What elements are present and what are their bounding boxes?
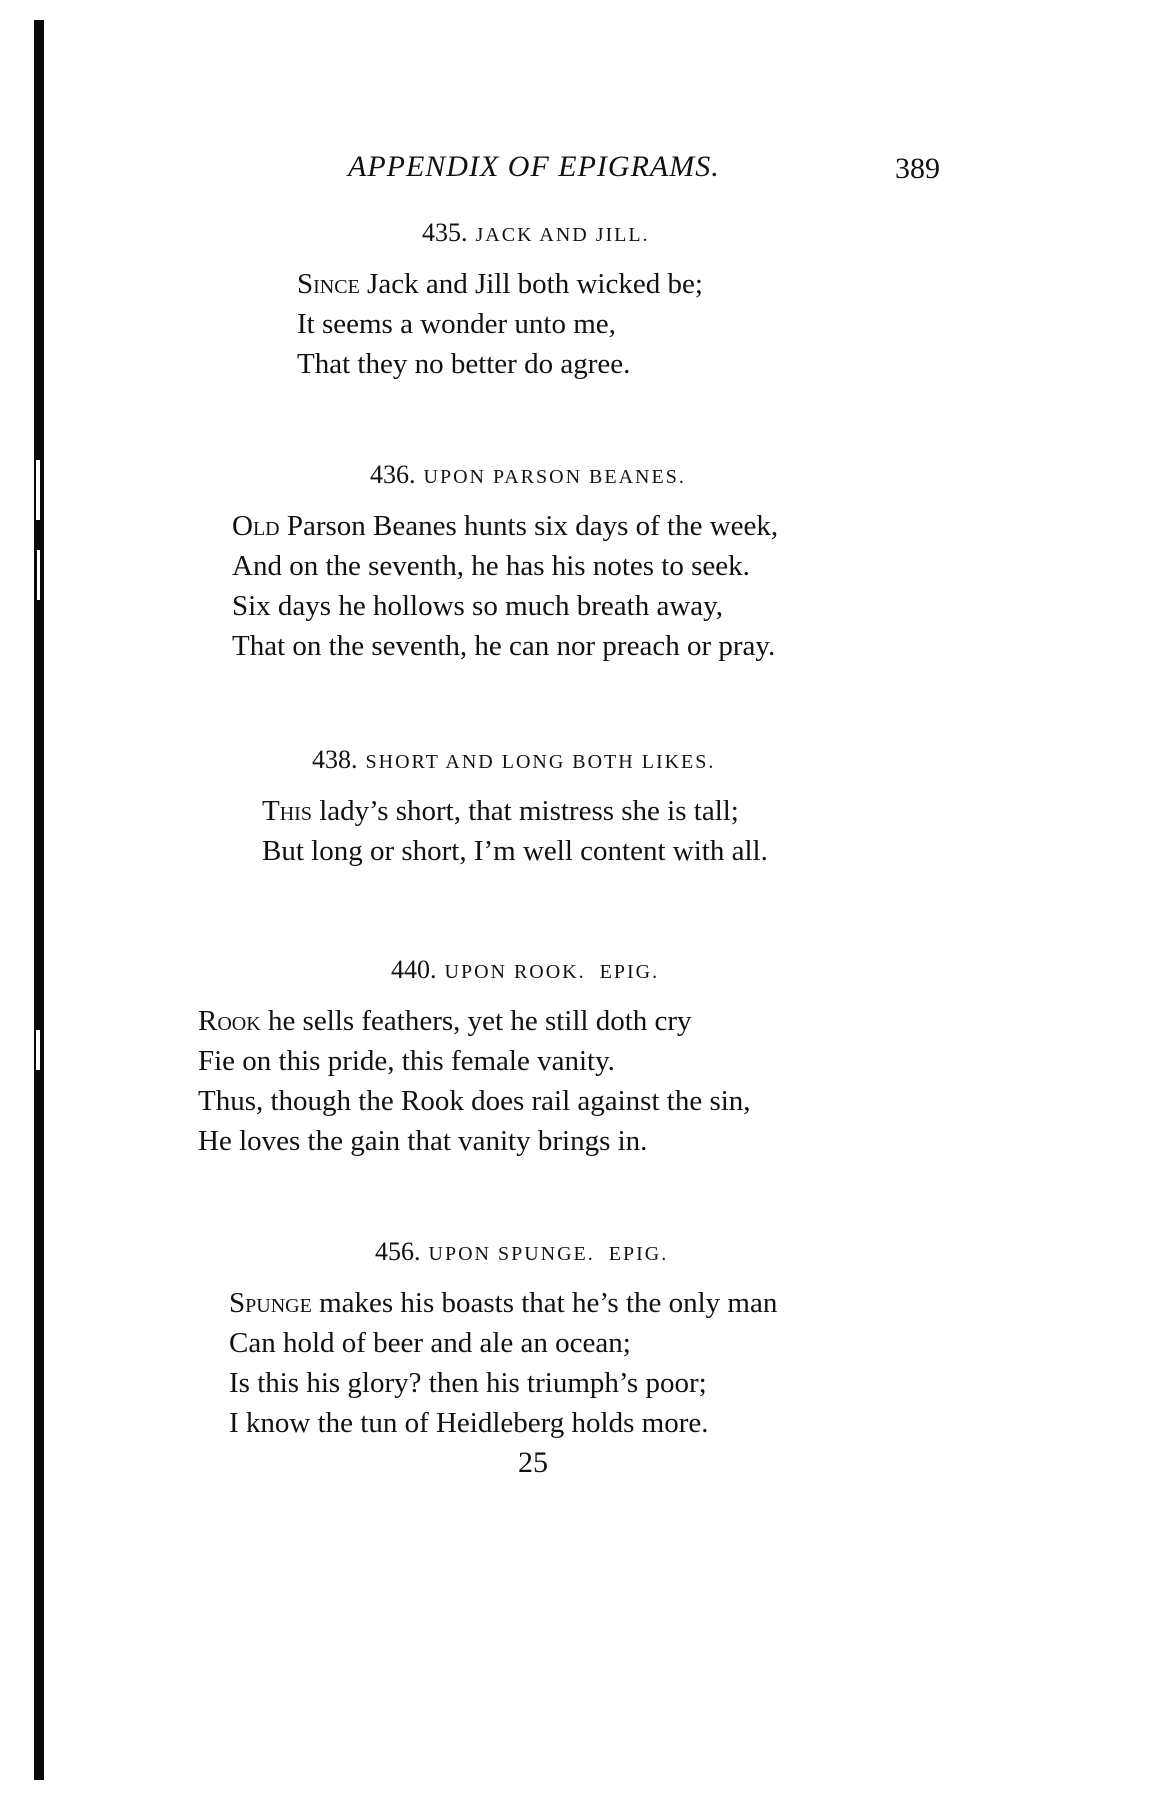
verse-line: Old Parson Beanes hunts six days of the week, bbox=[232, 510, 779, 542]
verse-line: Fie on this pride, this female vanity. bbox=[198, 1045, 615, 1077]
verse-line: It seems a wonder unto me, bbox=[297, 308, 616, 340]
running-title: APPENDIX OF EPIGRAMS. bbox=[348, 150, 720, 183]
poem-number: 438. bbox=[312, 745, 358, 774]
verse-line: He loves the gain that vanity brings in. bbox=[198, 1125, 648, 1157]
verse-line: Rook he sells feathers, yet he still doth cry bbox=[198, 1005, 692, 1037]
poem-title bbox=[375, 1237, 777, 1267]
signature-mark: 25 bbox=[518, 1446, 548, 1479]
verse-line: That they no better do agree. bbox=[297, 348, 631, 380]
poem-title bbox=[370, 460, 778, 490]
poem-number: 435. bbox=[422, 218, 468, 247]
verse-line: Since Jack and Jill both wicked be; bbox=[297, 268, 703, 300]
poem-435 bbox=[297, 218, 703, 384]
verse-line: Spunge makes his boasts that he’s the only man bbox=[229, 1287, 778, 1319]
poem-number: 456. bbox=[375, 1237, 421, 1266]
binding-edge bbox=[34, 20, 44, 1780]
poem-456 bbox=[229, 1237, 777, 1443]
verse-line: Thus, though the Rook does rail against the sin, bbox=[198, 1085, 751, 1117]
verse-line: This lady’s short, that mistress she is tall; bbox=[262, 795, 739, 827]
verse-line: I know the tun of Heidleberg holds more. bbox=[229, 1407, 709, 1439]
poem-title bbox=[312, 745, 768, 775]
verse-line: Is this his glory? then his triumph’s poor; bbox=[229, 1367, 707, 1399]
poem-436 bbox=[232, 460, 778, 666]
poem-number: 436. bbox=[370, 460, 416, 489]
poem-heading: JACK AND JILL. bbox=[475, 224, 650, 246]
poem-heading: UPON PARSON BEANES. bbox=[423, 466, 686, 488]
poem-number: 440. bbox=[391, 955, 437, 984]
verse-line: But long or short, I’m well content with all. bbox=[262, 835, 768, 867]
poem-440 bbox=[198, 955, 751, 1161]
poem-heading: SHORT AND LONG BOTH LIKES. bbox=[365, 751, 716, 773]
poem-title bbox=[391, 955, 751, 985]
verse-line: That on the seventh, he can nor preach or pray. bbox=[232, 630, 776, 662]
verse-line: Can hold of beer and ale an ocean; bbox=[229, 1327, 631, 1359]
page-number: 389 bbox=[895, 152, 940, 185]
poem-heading: UPON SPUNGE. EPIG. bbox=[428, 1243, 669, 1265]
poem-438 bbox=[262, 745, 768, 871]
poem-heading: UPON ROOK. EPIG. bbox=[444, 961, 660, 983]
verse-line: And on the seventh, he has his notes to seek. bbox=[232, 550, 750, 582]
verse-line: Six days he hollows so much breath away, bbox=[232, 590, 724, 622]
poem-title bbox=[422, 218, 703, 248]
